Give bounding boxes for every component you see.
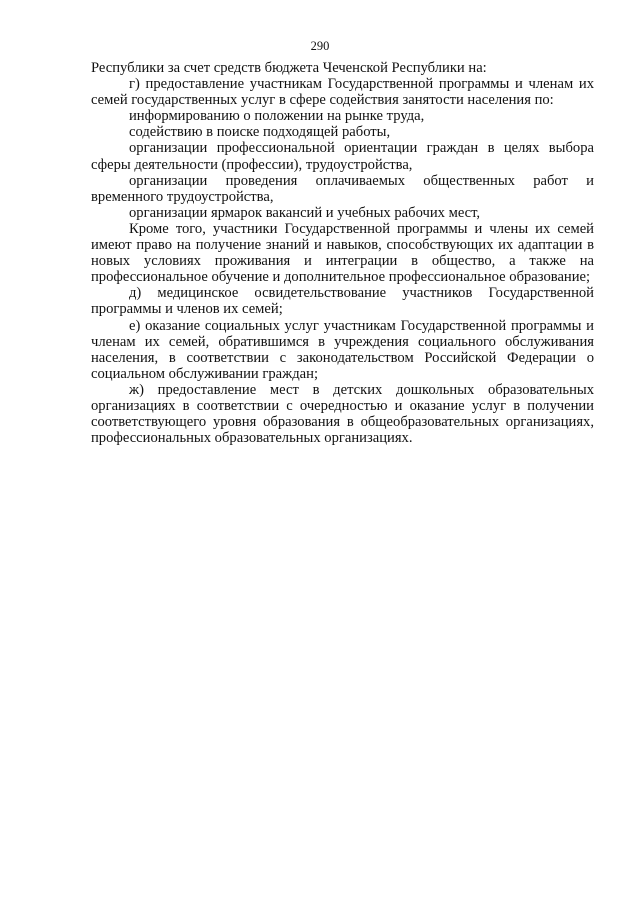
paragraph-subitem-labor-market-info: информированию о положении на рынке труда, bbox=[129, 108, 425, 125]
paragraph-subitem-job-search: содействию в поиске подходящей работы, bbox=[129, 124, 391, 141]
paragraph-item-e: е) оказание социальных услуг участникам Государственной программы и членам их семей, обратившимся в учреждения социального обслуживания населения, в соответствии с законодательством Российской Федерации о социальном обслуживании граждан; bbox=[91, 317, 594, 382]
paragraph-item-g: г) предоставление участникам Государственной программы и членам их семей государственных услуг в сфере содействия занятости населения по: bbox=[91, 76, 594, 109]
paragraph-additional-rights: Кроме того, участники Государственной программы и члены их семей имеют право на получение знаний и навыков, способствующих их адаптации в новых условиях проживания и интеграции в общество, а также на профессиональное обучение и дополнительное профессиональное образование; bbox=[91, 220, 594, 286]
paragraph-item-d: д) медицинское освидетельствование участников Государственной программы и членов их семей; bbox=[91, 285, 594, 318]
document-body bbox=[91, 60, 594, 446]
page-number: 290 bbox=[310, 39, 330, 53]
paragraph-subitem-public-works: организации проведения оплачиваемых общественных работ и временного трудоустройства, bbox=[91, 172, 594, 205]
paragraph-subitem-career-guidance: организации профессиональной ориентации граждан в целях выбора сферы деятельности (профессии), трудоустройства, bbox=[91, 140, 594, 173]
paragraph-subitem-job-fairs: организации ярмарок вакансий и учебных рабочих мест, bbox=[129, 204, 481, 221]
paragraph-intro: Республики за счет средств бюджета Чеченской Республики на: bbox=[91, 60, 487, 76]
paragraph-item-zh: ж) предоставление мест в детских дошкольных образовательных организациях в соответствии с очередностью и оказание услуг в получении соответствующего уровня образования в общеобразовательных организациях, профессиональных образовательных организациях. bbox=[91, 381, 594, 447]
